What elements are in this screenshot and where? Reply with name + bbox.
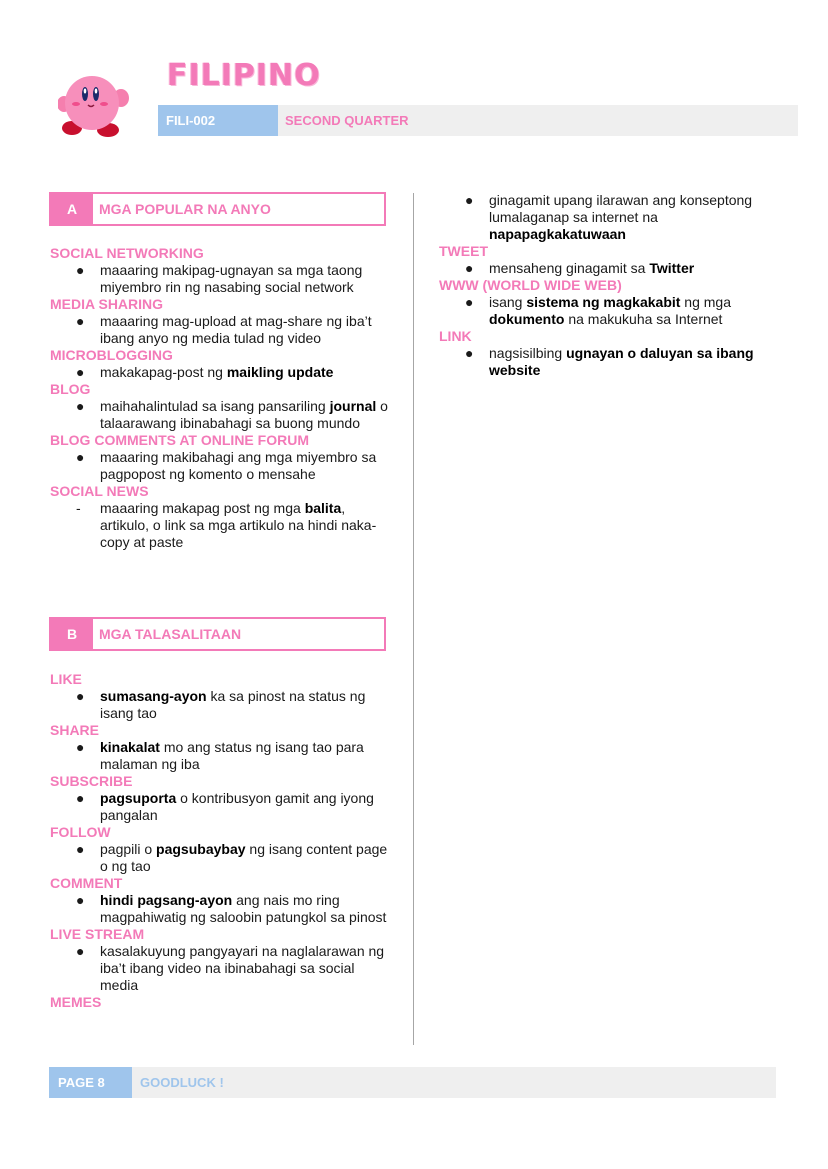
bullet-marker: ● [76, 262, 85, 278]
definition-text: nagsisilbing [489, 345, 567, 361]
bullet-marker: ● [465, 345, 474, 361]
term-heading: BLOG [50, 381, 91, 397]
definition-item [50, 449, 395, 483]
definition-item [50, 262, 395, 296]
definition-text: ginagamit upang ilarawan ang konseptong lumalaganap sa internet na [489, 192, 753, 225]
quarter-label: SECOND QUARTER [285, 113, 409, 128]
bullet-marker: ● [76, 790, 85, 806]
definition-text: mo ang status ng isang tao para malaman ng iba [100, 739, 364, 772]
definition-item [50, 688, 395, 722]
definition-item [439, 294, 784, 328]
definition-text: makakapag-post ng [100, 364, 227, 380]
section-a-list [50, 245, 395, 551]
term-heading: LIKE [50, 671, 82, 687]
definition-item [50, 739, 395, 773]
bullet-marker: ● [76, 688, 85, 704]
definition-text: , artikulo, o link sa mga artikulo na hindi naka-copy at paste [100, 500, 377, 550]
term-heading: LINK [439, 328, 472, 344]
section-b-header [49, 617, 386, 651]
column-divider [413, 193, 414, 1045]
definition-item [50, 841, 395, 875]
term-heading: SUBSCRIBE [50, 773, 133, 789]
bullet-marker: ● [76, 739, 85, 755]
bullet-marker: ● [76, 841, 85, 857]
term-heading: COMMENT [50, 875, 123, 891]
definition-bold-text: napapagkakatuwaan [489, 226, 626, 242]
definition-bold-text: Twitter [649, 260, 695, 276]
definition-item [50, 943, 395, 994]
definition-item [50, 364, 395, 381]
definition-text: maaaring makapag post ng mga [100, 500, 305, 516]
course-code: FILI-002 [166, 113, 216, 128]
definition-text: maaaring makibahagi ang mga miyembro sa pagpopost ng komento o mensahe [100, 449, 377, 482]
definition-text: o kontribusyon gamit ang iyong pangalan [100, 790, 374, 823]
definition-bold-text: pagsuporta [100, 790, 177, 806]
definition-bold-text: journal [329, 398, 377, 414]
right-column-list [439, 192, 784, 379]
definition-text: maaaring makipag-ugnayan sa mga taong miyembro rin ng nasabing social network [100, 262, 363, 295]
footer-message: GOODLUCK ! [140, 1075, 224, 1090]
section-b-title: MGA TALASALITAAN [99, 626, 242, 642]
section-a-title: MGA POPULAR NA ANYO [99, 201, 271, 217]
definition-bold-text: maikling update [226, 364, 334, 380]
term-heading: SOCIAL NEWS [50, 483, 149, 499]
term-heading: BLOG COMMENTS AT ONLINE FORUM [50, 432, 309, 448]
definition-text: pagpili o [100, 841, 157, 857]
definition-bold-text: hindi pagsang-ayon [100, 892, 233, 908]
definition-bold-text: dokumento [489, 311, 565, 327]
definition-text: maihahalintulad sa isang pansariling [100, 398, 330, 414]
section-b-list [50, 671, 395, 1011]
definition-item [50, 790, 395, 824]
bullet-marker: ● [76, 364, 85, 380]
bullet-marker: ● [465, 294, 474, 310]
definition-text: o talaarawang ibinabahagi sa buong mundo [100, 398, 388, 431]
definition-text: isang [489, 294, 527, 310]
definition-item [50, 313, 395, 347]
term-heading: WWW (WORLD WIDE WEB) [439, 277, 622, 293]
page-number: PAGE 8 [58, 1075, 105, 1090]
bullet-marker: ● [76, 943, 85, 959]
section-a-header [49, 192, 386, 226]
bullet-marker: ● [465, 260, 474, 276]
definition-bold-text: sumasang-ayon [100, 688, 207, 704]
bullet-marker: ● [465, 192, 474, 208]
definition-item [50, 500, 395, 551]
kirby-mascot-image [58, 70, 130, 140]
definition-bold-text: balita [304, 500, 342, 516]
definition-text: ka sa pinost na status ng isang tao [100, 688, 366, 721]
definition-bold-text: sistema ng magkakabit [526, 294, 681, 310]
definition-item [439, 260, 784, 277]
term-heading: TWEET [439, 243, 488, 259]
definition-bold-text: ugnayan o daluyan sa ibang website [489, 345, 754, 378]
definition-item [50, 892, 395, 926]
definition-bold-text: kinakalat [100, 739, 160, 755]
bullet-marker: ● [76, 449, 85, 465]
bullet-marker: ● [76, 892, 85, 908]
definition-text: maaaring mag-upload at mag-share ng iba’t ibang anyo ng media tulad ng video [100, 313, 372, 346]
term-heading: MEMES [50, 994, 102, 1010]
term-heading: MICROBLOGGING [50, 347, 173, 363]
bullet-marker: - [76, 500, 81, 516]
term-heading: FOLLOW [50, 824, 111, 840]
definition-text: mensaheng ginagamit sa [489, 260, 650, 276]
term-heading: LIVE STREAM [50, 926, 145, 942]
definition-text: ang nais mo ring magpahiwatig ng saloobin patungkol sa pinost [100, 892, 387, 925]
definition-item [439, 345, 784, 379]
definition-text: kasalakuyung pangyayari na naglalarawan ng iba’t ibang video na ibinabahagi sa social media [100, 943, 385, 993]
subject-title: FILIPINO [167, 58, 321, 93]
section-b-letter: B [51, 619, 93, 649]
definition-text: na makukuha sa Internet [564, 311, 723, 327]
definition-item [50, 398, 395, 432]
bullet-marker: ● [76, 313, 85, 329]
section-a-letter: A [51, 194, 93, 224]
definition-item [439, 192, 784, 243]
definition-bold-text: pagsubaybay [156, 841, 246, 857]
bullet-marker: ● [76, 398, 85, 414]
term-heading: SHARE [50, 722, 100, 738]
term-heading: SOCIAL NETWORKING [50, 245, 204, 261]
term-heading: MEDIA SHARING [50, 296, 164, 312]
definition-text: ng mga [680, 294, 732, 310]
definition-text: ng isang content page o ng tao [100, 841, 388, 874]
